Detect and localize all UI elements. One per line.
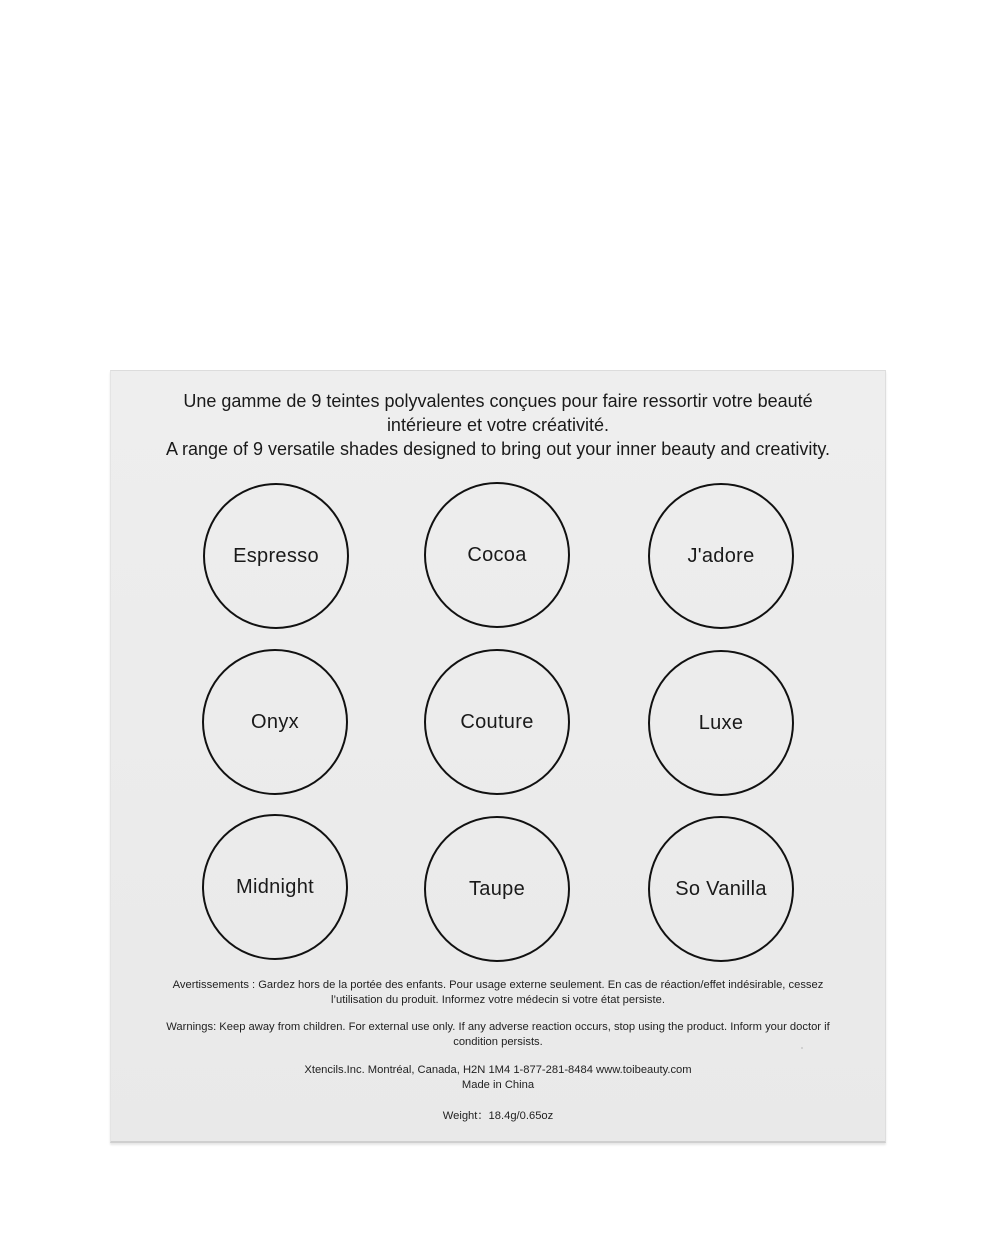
warning-english-line-2: condition persists. (453, 1036, 543, 1048)
warning-french-line-1: Avertissements : Gardez hors de la portée des enfants. Pour usage externe seulement. En cas de réaction/effet indésirable, cessez (172, 979, 824, 991)
shade-label: Cocoa (467, 543, 527, 566)
company-address: Xtencils.Inc. Montréal, Canada, H2N 1M4 1-877-281-8484 www.toibeauty.com (304, 1064, 692, 1076)
shade-circle-midnight (202, 814, 348, 960)
warning-english-line-1: Warnings: Keep away from children. For external use only. If any adverse reaction occurs, stop using the product. Inform your doctor if (166, 1021, 830, 1033)
warning-english (111, 1020, 885, 1050)
product-weight (111, 1109, 885, 1124)
weight-text: Weight：18.4g/0.65oz (442, 1110, 554, 1122)
shade-label: So Vanilla (675, 877, 767, 900)
intro-french-line-2: intérieure et votre créativité. (386, 415, 610, 435)
shade-circle-taupe (424, 816, 570, 962)
shade-circle-espresso (203, 483, 349, 629)
shade-circle-onyx (202, 649, 348, 795)
shade-label: Taupe (469, 877, 525, 900)
shade-circle-cocoa (424, 482, 570, 628)
country-of-origin: Made in China (461, 1079, 535, 1091)
intro-text (111, 389, 885, 461)
product-box-back (110, 370, 886, 1143)
shade-circle-couture (424, 649, 570, 795)
intro-english: A range of 9 versatile shades designed to bring out your inner beauty and creativity. (165, 439, 831, 459)
shade-label: Midnight (236, 875, 314, 898)
shade-circle-jadore (648, 483, 794, 629)
shade-circle-so-vanilla (648, 816, 794, 962)
shade-circle-luxe (648, 650, 794, 796)
shade-label: Espresso (233, 544, 319, 567)
shade-label: Onyx (251, 710, 299, 733)
shade-label: J'adore (687, 544, 755, 567)
intro-french-line-1: Une gamme de 9 teintes polyvalentes conçues pour faire ressortir votre beauté (183, 391, 813, 411)
company-info (111, 1063, 885, 1093)
surface-speck (801, 1047, 803, 1049)
warning-french-line-2: l’utilisation du produit. Informez votre médecin si votre état persiste. (331, 994, 665, 1006)
shade-label: Couture (460, 710, 534, 733)
shade-label: Luxe (698, 711, 744, 734)
warning-french (111, 978, 885, 1008)
